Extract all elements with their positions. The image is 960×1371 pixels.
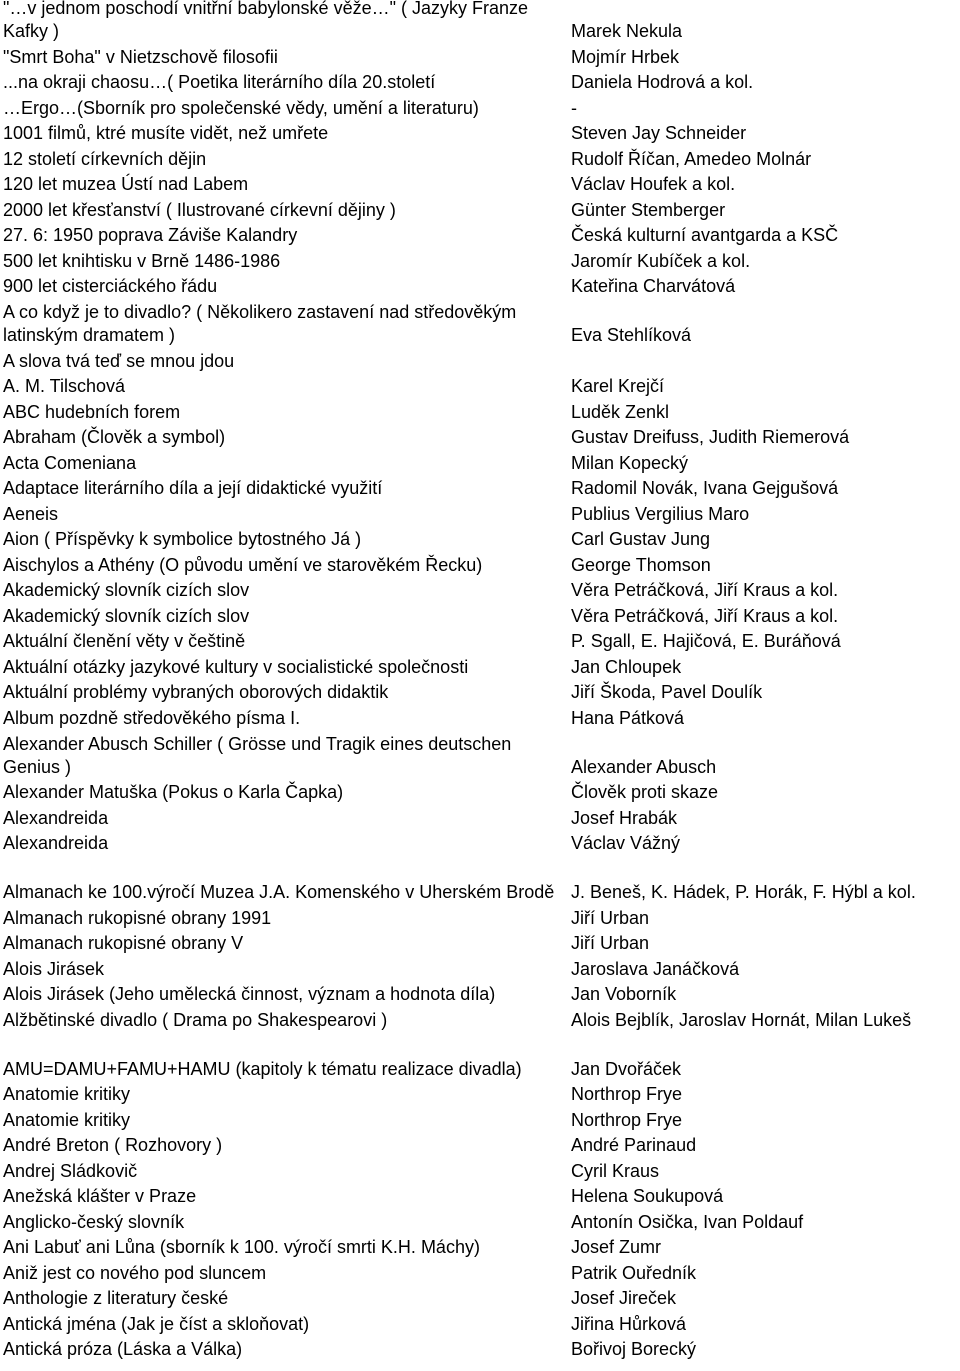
book-title: 27. 6: 1950 poprava Záviše Kalandry — [3, 225, 298, 245]
table-row — [3, 704, 960, 730]
table-row — [3, 779, 960, 805]
table-row — [3, 1157, 960, 1183]
table-row — [3, 171, 960, 197]
book-title: ...na okraji chaosu…( Poetika literárního díla 20.století — [3, 72, 436, 92]
book-title: A co když je to divadlo? ( Několikero zastavení nad středověkým latinským dramatem ) — [3, 302, 517, 345]
book-title: Ani Labuť ani Lůna (sborník k 100. výročí smrti K.H. Máchy) — [3, 1237, 480, 1257]
book-author: Luděk Zenkl — [571, 401, 670, 422]
book-title: Aktuální problémy vybraných oborových didaktik — [3, 682, 389, 702]
table-row — [3, 247, 960, 273]
book-author: Jaroslava Janáčková — [571, 958, 740, 979]
book-author: Václav Houfek a kol. — [571, 174, 736, 194]
table-row — [3, 0, 960, 43]
book-author: Jan Voborník — [571, 984, 677, 1004]
book-title: Alexander Matuška (Pokus o Karla Čapka) — [3, 782, 344, 802]
table-row — [3, 449, 960, 475]
book-title: A. M. Tilschová — [3, 376, 126, 396]
table-row — [3, 804, 960, 830]
book-author: - — [571, 97, 577, 118]
book-title: Abraham (Člověk a symbol) — [3, 427, 226, 447]
table-row — [3, 551, 960, 577]
table-row — [3, 1259, 960, 1285]
book-title: 500 let knihtisku v Brně 1486-1986 — [3, 250, 281, 271]
table-row — [3, 653, 960, 679]
table-row — [3, 500, 960, 526]
book-title: Almanach rukopisné obrany 1991 — [3, 907, 272, 928]
book-title: …Ergo…(Sborník pro společenské vědy, umění a literaturu) — [3, 97, 479, 118]
book-author: Gustav Dreifuss, Judith Riemerová — [571, 427, 850, 447]
book-title: Anthologie z literatury české — [3, 1288, 229, 1308]
book-title: Acta Comeniana — [3, 452, 137, 473]
table-row — [3, 526, 960, 552]
book-author: Steven Jay Schneider — [571, 123, 747, 143]
book-author: Karel Krejčí — [571, 376, 665, 396]
book-author: Jiřina Hůrková — [571, 1313, 687, 1334]
table-row — [3, 1234, 960, 1260]
table-row — [3, 1310, 960, 1336]
table-row — [3, 930, 960, 956]
book-author: Jaromír Kubíček a kol. — [571, 250, 751, 271]
table-row — [3, 1006, 960, 1032]
book-title: Aischylos a Athény (O původu umění ve starověkém Řecku) — [3, 554, 483, 575]
book-title: Alexandreida — [3, 833, 109, 853]
book-title: 900 let cisterciáckého řádu — [3, 276, 218, 296]
book-author: Česká kulturní avantgarda a KSČ — [571, 225, 839, 245]
book-author: Člověk proti skaze — [571, 782, 719, 802]
book-list-table — [3, 0, 960, 1361]
book-author: Jan Chloupek — [571, 656, 682, 677]
book-author: Mojmír Hrbek — [571, 46, 680, 67]
book-author: Radomil Novák, Ivana Gejgušová — [571, 478, 839, 498]
table-row — [3, 424, 960, 450]
book-title: Alžbětinské divadlo ( Drama po Shakespearovi ) — [3, 1009, 388, 1030]
book-title: Anatomie kritiky — [3, 1109, 131, 1130]
book-author: Cyril Kraus — [571, 1160, 660, 1181]
book-title: Aktuální členění věty v češtině — [3, 631, 246, 651]
book-author: Milan Kopecký — [571, 452, 689, 473]
table-row — [3, 196, 960, 222]
book-title: Adaptace literárního díla a její didaktické využití — [3, 478, 383, 498]
book-author: Josef Zumr — [571, 1237, 662, 1257]
book-title: Almanach rukopisné obrany V — [3, 933, 244, 953]
book-title: Antická próza (Láska a Válka) — [3, 1339, 243, 1359]
book-title: Alexandreida — [3, 807, 109, 828]
book-title: 12 století církevních dějin — [3, 148, 207, 169]
book-title: 1001 filmů, ktré musíte vidět, než umřete — [3, 123, 329, 143]
table-row — [3, 94, 960, 120]
table-row — [3, 1032, 960, 1081]
table-row — [3, 69, 960, 95]
book-author: Věra Petráčková, Jiří Kraus a kol. — [571, 580, 839, 600]
book-title: Anatomie kritiky — [3, 1084, 131, 1104]
table-row — [3, 1132, 960, 1158]
book-author: Helena Soukupová — [571, 1186, 724, 1206]
book-title: Alexander Abusch Schiller ( Grösse und Tragik eines deutschen Genius ) — [3, 733, 512, 777]
book-title: "…v jednom poschodí vnitřní babylonské věže…" ( Jazyky Franze Kafky ) — [3, 0, 529, 41]
book-author: Bořivoj Borecký — [571, 1339, 697, 1359]
table-row — [3, 904, 960, 930]
book-title: AMU=DAMU+FAMU+HAMU (kapitoly k tématu realizace divadla) — [3, 1058, 522, 1079]
book-author: Rudolf Říčan, Amedeo Molnár — [571, 148, 812, 169]
book-author: Antonín Osička, Ivan Poldauf — [571, 1211, 804, 1232]
table-row — [3, 1081, 960, 1107]
book-author: Günter Stemberger — [571, 199, 726, 220]
table-row — [3, 120, 960, 146]
book-author: André Parinaud — [571, 1135, 697, 1155]
book-title: Anglicko-český slovník — [3, 1211, 185, 1232]
book-author: Jan Dvořáček — [571, 1058, 682, 1079]
book-author: Věra Petráčková, Jiří Kraus a kol. — [571, 605, 839, 626]
book-author: Jiří Urban — [571, 933, 650, 953]
book-title: Aion ( Příspěvky k symbolice bytostného Já ) — [3, 529, 362, 549]
book-author: Eva Stehlíková — [571, 325, 692, 345]
table-row — [3, 1183, 960, 1209]
book-author: Hana Pátková — [571, 707, 685, 728]
table-row — [3, 347, 960, 373]
table-row — [3, 475, 960, 501]
book-title: Akademický slovník cizích slov — [3, 605, 250, 626]
table-row — [3, 145, 960, 171]
book-title: Aniž jest co nového pod sluncem — [3, 1262, 267, 1283]
book-author: Alois Bejblík, Jaroslav Hornát, Milan Lukeš — [571, 1009, 912, 1030]
book-title: Aktuální otázky jazykové kultury v socialistické společnosti — [3, 656, 469, 677]
book-author: Jiří Urban — [571, 907, 650, 928]
book-author: J. Beneš, K. Hádek, P. Horák, F. Hýbl a kol. — [571, 882, 916, 902]
book-title: Almanach ke 100.výročí Muzea J.A. Komenského v Uherském Brodě — [3, 882, 555, 902]
table-row — [3, 373, 960, 399]
book-author: Patrik Ouředník — [571, 1262, 697, 1283]
table-row — [3, 602, 960, 628]
book-author: Václav Vážný — [571, 833, 681, 853]
book-title: A slova tvá teď se mnou jdou — [3, 350, 235, 371]
book-author: Josef Hrabák — [571, 807, 678, 828]
book-author: Northrop Frye — [571, 1084, 683, 1104]
book-title: Andrej Sládkovič — [3, 1160, 138, 1181]
book-author: Northrop Frye — [571, 1109, 683, 1130]
table-row — [3, 1336, 960, 1362]
table-row — [3, 679, 960, 705]
book-title: Akademický slovník cizích slov — [3, 580, 250, 600]
book-author: Carl Gustav Jung — [571, 529, 711, 549]
book-title: Album pozdně středověkého písma I. — [3, 707, 301, 728]
book-author: Marek Nekula — [571, 21, 683, 41]
table-row — [3, 628, 960, 654]
book-title: 2000 let křesťanství ( Ilustrované církevní dějiny ) — [3, 199, 396, 220]
table-row — [3, 1285, 960, 1311]
book-author: Daniela Hodrová a kol. — [571, 72, 754, 92]
book-author: Jiří Škoda, Pavel Doulík — [571, 682, 763, 702]
table-row — [3, 981, 960, 1007]
table-row — [3, 1106, 960, 1132]
book-title: Anežská klášter v Praze — [3, 1186, 197, 1206]
table-row — [3, 855, 960, 904]
book-title: "Smrt Boha" v Nietzschově filosofii — [3, 46, 278, 67]
book-title: 120 let muzea Ústí nad Labem — [3, 174, 249, 194]
table-row — [3, 577, 960, 603]
book-title: André Breton ( Rozhovory ) — [3, 1135, 223, 1155]
book-author: Alexander Abusch — [571, 756, 717, 777]
book-author: P. Sgall, E. Hajičová, E. Buráňová — [571, 631, 841, 651]
book-author: Josef Jireček — [571, 1288, 677, 1308]
book-author — [571, 347, 960, 373]
table-row — [3, 222, 960, 248]
table-row — [3, 730, 960, 779]
book-author: Kateřina Charvátová — [571, 276, 736, 296]
table-row — [3, 830, 960, 856]
table-row — [3, 955, 960, 981]
book-title: ABC hudebních forem — [3, 401, 181, 422]
table-row — [3, 43, 960, 69]
book-author: Publius Vergilius Maro — [571, 503, 750, 524]
table-row — [3, 273, 960, 299]
table-row — [3, 398, 960, 424]
book-title: Alois Jirásek (Jeho umělecká činnost, význam a hodnota díla) — [3, 984, 496, 1004]
table-row — [3, 1208, 960, 1234]
book-title: Alois Jirásek — [3, 958, 105, 979]
book-title: Aeneis — [3, 503, 59, 524]
book-title: Antická jména (Jak je číst a skloňovat) — [3, 1313, 310, 1334]
table-row — [3, 298, 960, 347]
book-author: George Thomson — [571, 554, 711, 575]
